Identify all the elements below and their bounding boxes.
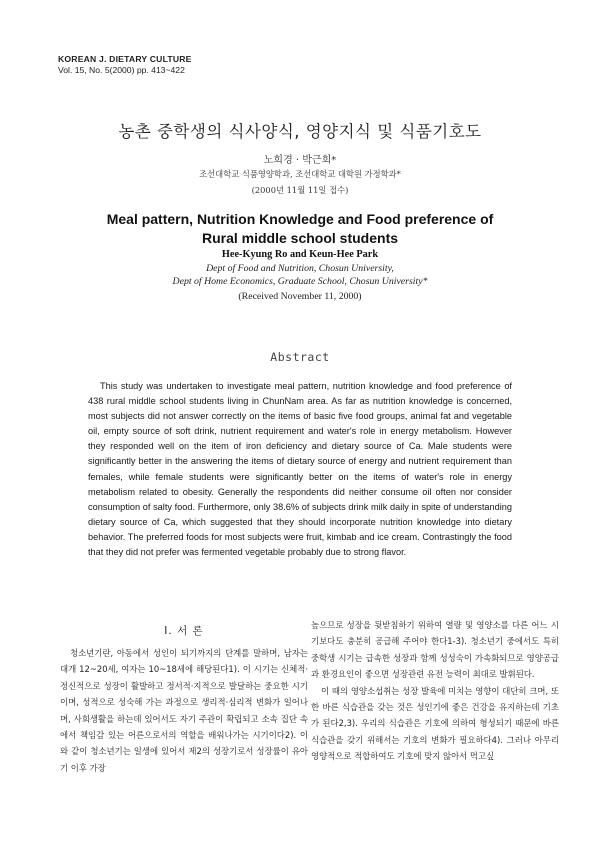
- journal-header: [58, 54, 192, 76]
- korean-affiliation: 조선대학교 식품영양학과, 조선대학교 대학원 가정학과*: [199, 169, 401, 179]
- korean-received-date: (2000년 11월 11일 접수): [251, 185, 349, 195]
- abstract-heading: Abstract: [270, 350, 330, 364]
- abstract-body: This study was undertaken to investigate meal pattern, nutrition knowledge and food preference of 438 rural middle school students living in ChunNam area. As far as nutrition knowledge is concerned, most subjects did not answer correctly on the items of basic five food groups, animal fat and vegetable oil, empty source of soft drink, nutrient requirement and water's role in energy metabolism. However they responded well on the item of iron deficiency and dietary source of Ca. Male students were significantly better in the answering the items of dietary source of energy and nutrient requirement than females, while female students were significantly better on the items of water's role in energy metabolism related to obesity. Generally the respondents did neither consume oil often nor consider consumption of salty food. Furthermore, only 38.6% of subjects drink milk daily in spite of understanding dietary source of Ca, which suggested that they should incorporate nutrition knowledge into dietary behavior. The preferred foods for most subjects were fruit, kimbab and ice cream. Contrastingly the food that they did not prefer was fermented vegetable probably due to strong flavor.: [88, 381, 512, 558]
- introduction-paragraph: 높으므로 성장을 뒷받침하기 위하여 열량 및 영양소를 다른 어느 시기보다도 충분히 공급해 주어야 한다1-3). 청소년기 중에서도 특히 중학생 시기는 급속한 성장과 함께 성성숙이 가속화되므로 영양공급과 환경요인이 좋으면 성장관련 유전 능력이 최대로 발휘된다.: [311, 620, 559, 680]
- journal-citation: Vol. 15, No. 5(2000) pp. 413~422: [58, 65, 185, 75]
- korean-title: 농촌 중학생의 식사양식, 영양지식 및 식품기호도: [118, 122, 482, 141]
- english-affiliation: [0, 263, 600, 288]
- introduction-left-column: [60, 645, 308, 776]
- journal-name: KOREAN J. DIETARY CULTURE: [58, 54, 192, 64]
- introduction-paragraph: 청소년기란, 아동에서 성인이 되기까지의 단계를 말하며, 남자는 대개 12~20세, 여자는 10~18세에 해당된다1). 이 시기는 신체적·정신적으로 성장이 활발하고 정서적·지적으로 발달하는 중요한 시기이며, 성적으로 성숙해 가는 과정으로 생리적·심리적 변화가 일어나며, 사회생활을 하는데 있어서도 자기 주관이 확립되고 소속 집단 속에서 책임감 있는 어른으로서의 역할을 배워나가는 시기이다2). 이와 같이 청소년기는 일생에 있어서 제2의 성장기로서 성장률이 유아기 이후 가장: [60, 648, 308, 773]
- english-authors: Hee-Kyung Ro and Keun-Hee Park: [221, 249, 379, 260]
- english-affiliation-line2: Dept of Home Economics, Graduate School, Chosun University*: [172, 275, 428, 287]
- introduction-right-column: [311, 617, 559, 765]
- english-title-line2: Rural middle school students: [201, 230, 399, 246]
- introduction-heading: I. 서 론: [164, 625, 204, 637]
- english-affiliation-line1: Dept of Food and Nutrition, Chosun University,: [206, 263, 394, 274]
- english-received-date: (Received November 11, 2000): [238, 291, 362, 302]
- english-title-line1: Meal pattern, Nutrition Knowledge and Food preference of: [106, 211, 494, 227]
- english-title: [0, 210, 600, 248]
- korean-authors: 노희경 · 박근희*: [263, 155, 337, 166]
- introduction-paragraph: 이 때의 영양소섭취는 성장 발육에 미치는 영향이 대단히 크며, 또한 바른 식습관을 갖는 것은 성인기에 좋은 건강을 유지하는데 기초가 된다2,3). 우리의 식습관은 기호에 의하여 형성되기 때문에 바른 식습관을 갖기 위해서는 기호의 변화가 필요하다4). 그러나 아무리 영양적으로 적합하여도 기호에 맞지 않아서 먹고싶: [311, 685, 559, 762]
